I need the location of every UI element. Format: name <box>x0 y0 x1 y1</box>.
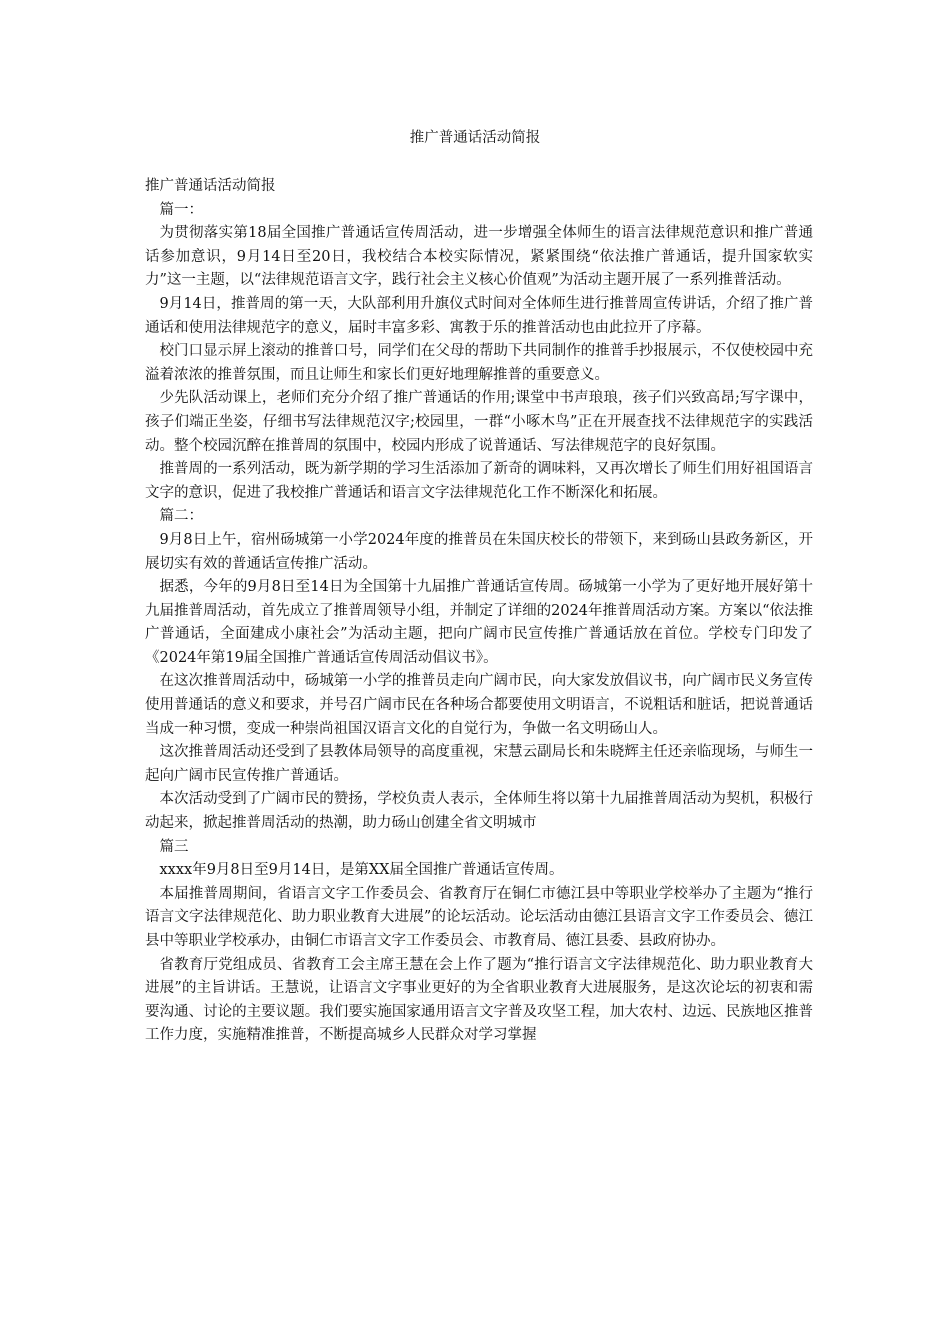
paragraph: 本届推普周期间，省语言文字工作委员会、省教育厅在铜仁市德江县中等职业学校举办了主题为“推行语言文字法律规范化、助力职业教育大进展”的论坛活动。论坛活动由德江县语言文字工作委员会、德江县中等职业学校承办，由铜仁市语言文字工作委员会、市教育局、德江县委、县政府协办。 <box>145 885 813 949</box>
paragraph: 为贯彻落实第18届全国推广普通话宣传周活动，进一步增强全体师生的语言法律规范意识和推广普通话参加意识，9月14日至20日，我校结合本校实际情况，紧紧围绕“依法推广普通话，提升国家软实力”这一主题，以“法律规范语言文字，践行社会主义核心价值观”为活动主题开展了一系列推普活动。 <box>145 225 813 289</box>
document-title: 推广普通话活动简报 <box>409 130 541 146</box>
paragraph: 本次活动受到了广阔市民的赞扬，学校负责人表示，全体师生将以第十九届推普周活动为契机，积极行动起来，掀起推普周活动的热潮，助力砀山创建全省文明城市 <box>145 791 813 832</box>
paragraph: 校门口显示屏上滚动的推普口号，同学们在父母的帮助下共同制作的推普手抄报展示，不仅使校园中充溢着浓浓的推普氛围，而且让师生和家长们更好地理解推普的重要意义。 <box>145 343 813 383</box>
paragraph: 9月8日上午，宿州砀城第一小学2024年度的推普员在朱国庆校长的带领下，来到砀山县政务新区，开展切实有效的普通话宣传推广活动。 <box>145 531 813 572</box>
paragraph: 篇二： <box>159 508 203 525</box>
paragraph: 推广普通话活动简报 <box>145 178 276 194</box>
paragraph: 据悉，今年的9月8日至14日为全国第十九届推广普通话宣传周。砀城第一小学为了更好地开展好第十九届推普周活动，首先成立了推普周领导小组，并制定了详细的2024年推普周活动方案。方案以“依法推广普通话，全面建成小康社会”为活动主题，把向广阔市民宣传推广普通话放在首位。学校专门印发了《2024年第19届全国推广普通话宣传周活动倡议书》。 <box>145 579 813 666</box>
paragraph: 这次推普周活动还受到了县教体局领导的高度重视，宋慧云副局长和朱晓辉主任还亲临现场，与师生一起向广阔市民宣传推广普通话。 <box>145 744 813 784</box>
paragraph: 篇一： <box>159 201 203 218</box>
paragraph: 9月14日，推普周的第一天，大队部利用升旗仪式时间对全体师生进行推普周宣传讲话，介绍了推广普通话和使用法律规范字的意义，届时丰富多彩、寓教于乐的推普活动也由此拉开了序幕。 <box>145 295 813 336</box>
paragraph: 省教育厅党组成员、省教育工会主席王慧在会上作了题为“推行语言文字法律规范化、助力职业教育大进展”的主旨讲话。王慧说，让语言文字事业更好的为全省职业教育大进展服务，是这次论坛的初衷和需要沟通、讨论的主要议题。我们要实施国家通用语言文字普及攻坚工程，加大农村、边远、民族地区推普工作力度，实施精准推普，不断提高城乡人民群众对学习掌握 <box>145 956 813 1044</box>
paragraph: 少先队活动课上，老师们充分介绍了推广普通话的作用;课堂中书声琅琅，孩子们兴致高昂;写字课中，孩子们端正坐姿，仔细书写法律规范汉字;校园里，一群“小啄木鸟”正在开展查找不法律规范字的实践活动。整个校园沉醉在推普周的氛围中，校园内形成了说普通话、写法律规范字的良好氛围。 <box>145 390 813 454</box>
document-body <box>145 175 813 1048</box>
paragraph: xxxx年9月8日至9月14日，是第XX届全国推广普通话宣传周。 <box>159 862 564 879</box>
paragraph: 推普周的一系列活动，既为新学期的学习生活添加了新奇的调味料，又再次增长了师生们用好祖国语言文字的意识，促进了我校推广普通话和语言文字法律规范化工作不断深化和拓展。 <box>145 461 813 501</box>
paragraph: 在这次推普周活动中，砀城第一小学的推普员走向广阔市民，向大家发放倡议书，向广阔市民义务宣传使用普通话的意义和要求，并号召广阔市民在各种场合都要使用文明语言，不说粗话和脏话，把说普通话当成一种习惯，变成一种崇尚祖国汉语言文化的自觉行为，争做一名文明砀山人。 <box>145 673 813 737</box>
paragraph: 篇三 <box>159 838 189 855</box>
